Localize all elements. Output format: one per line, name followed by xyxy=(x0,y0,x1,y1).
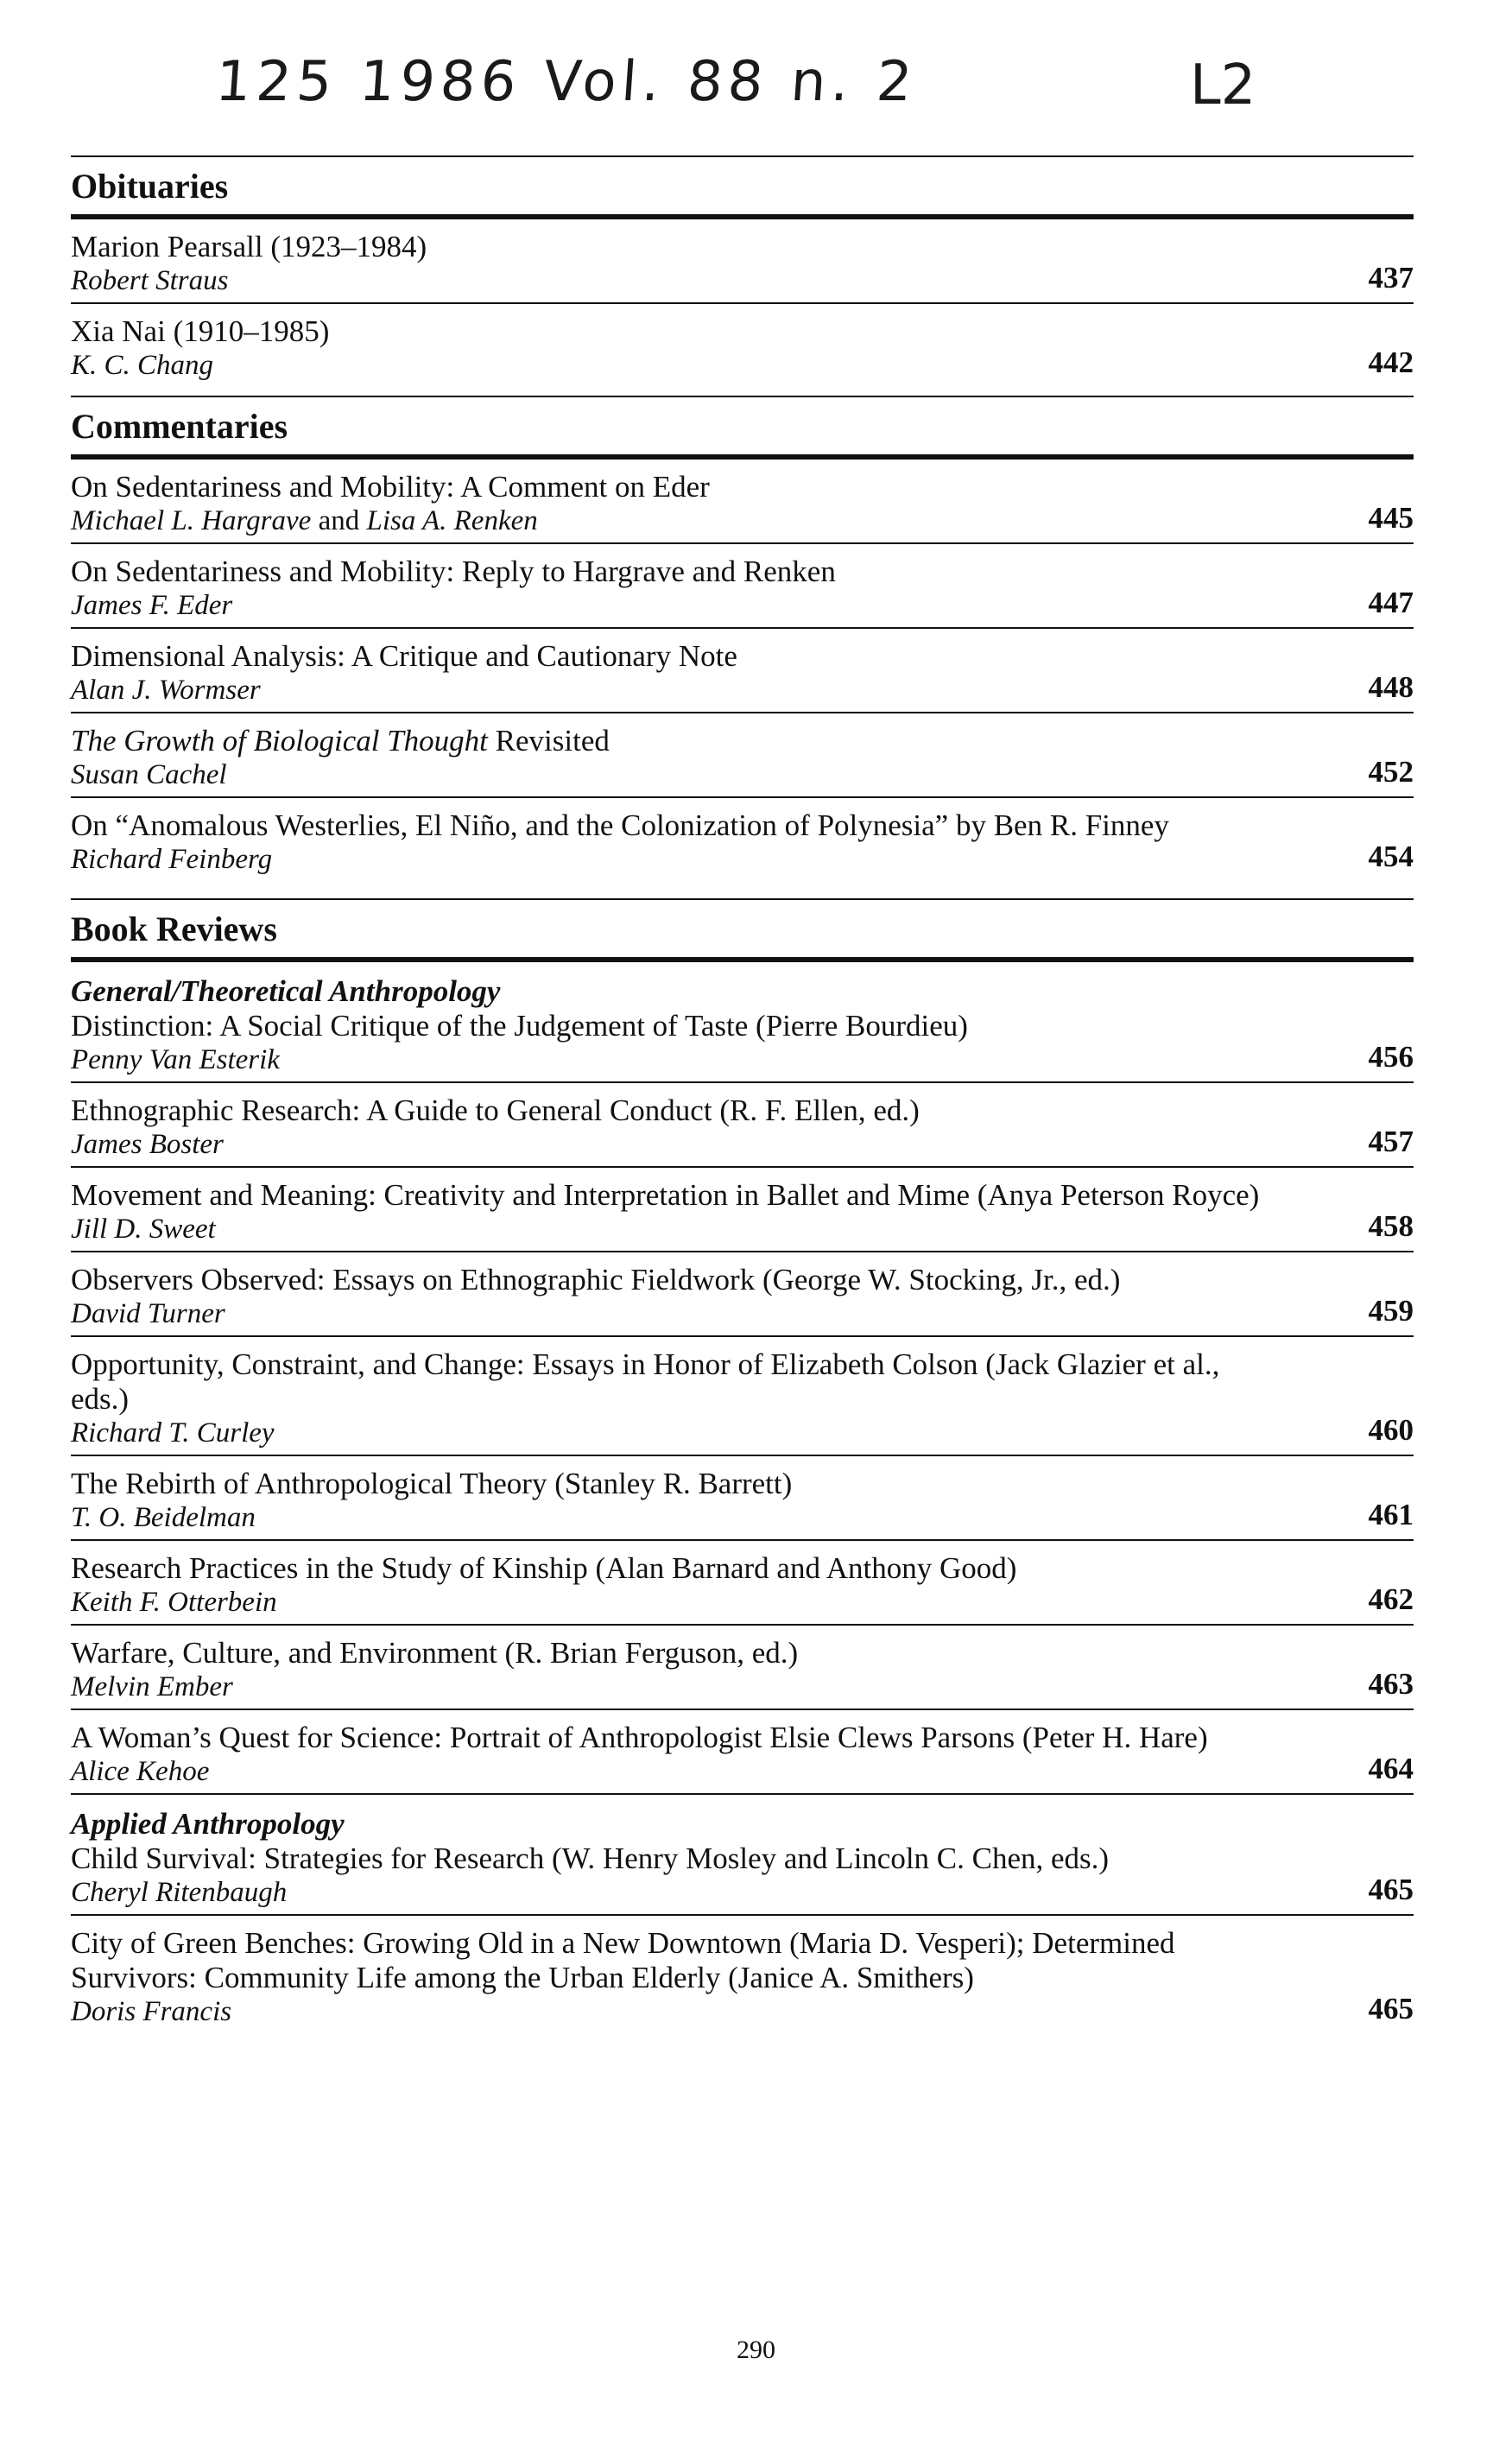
entry-author: Cheryl Ritenbaugh xyxy=(71,1877,288,1908)
entry-page-number: 457 xyxy=(1368,1125,1414,1158)
entry-page-number: 465 xyxy=(1368,1873,1414,1906)
entry-page-number: 456 xyxy=(1368,1040,1414,1074)
entry-title: On Sedentariness and Mobility: Reply to Hargrave and Renken xyxy=(71,555,836,588)
entry-page-number: 437 xyxy=(1368,261,1414,295)
entry-title: City of Green Benches: Growing Old in a New Downtown (Maria D. Vesperi); Determined Survivors: Community Life among the Urban Elderly (Janice A. Smithers) xyxy=(71,1926,1175,1994)
toc-entry[interactable] xyxy=(71,219,1414,302)
section-heading-commentaries: Commentaries xyxy=(71,407,288,446)
entry-page-number: 448 xyxy=(1368,670,1414,704)
entry-page-number: 460 xyxy=(1368,1413,1414,1447)
toc-entry[interactable] xyxy=(71,1541,1414,1624)
entry-title: Child Survival: Strategies for Research (W. Henry Mosley and Lincoln C. Chen, eds.) xyxy=(71,1842,1110,1875)
entry-author: T. O. Beidelman xyxy=(71,1502,256,1533)
toc-entry[interactable] xyxy=(71,1083,1414,1166)
entry-title: The Rebirth of Anthropological Theory (Stanley R. Barrett) xyxy=(71,1467,793,1500)
entry-author: Alice Kehoe xyxy=(71,1756,210,1787)
entry-page-number: 459 xyxy=(1368,1294,1414,1328)
entry-author: Melvin Ember xyxy=(71,1671,233,1702)
entry-page-number: 458 xyxy=(1368,1209,1414,1243)
entry-page-number: 452 xyxy=(1368,755,1414,789)
subsection-heading-applied: Applied Anthropology xyxy=(71,1807,345,1841)
entry-title: Warfare, Culture, and Environment (R. Brian Ferguson, ed.) xyxy=(71,1636,799,1670)
entry-title: On Sedentariness and Mobility: A Comment on Eder xyxy=(71,470,710,504)
title-suffix: Revisited xyxy=(487,724,610,758)
toc-entry[interactable] xyxy=(71,713,1414,796)
entry-title: Movement and Meaning: Creativity and Interpretation in Ballet and Mime (Anya Peterson Royce) xyxy=(71,1178,1260,1212)
entry-title: A Woman’s Quest for Science: Portrait of Anthropologist Elsie Clews Parsons (Peter H. Hare) xyxy=(71,1721,1208,1754)
entry-title: Xia Nai (1910–1985) xyxy=(71,314,330,348)
entry-title: Marion Pearsall (1923–1984) xyxy=(71,230,427,263)
toc-entry[interactable] xyxy=(71,1168,1414,1251)
toc-entry[interactable] xyxy=(71,1009,1414,1081)
page-number: 290 xyxy=(737,2336,775,2364)
entry-author: Robert Straus xyxy=(71,265,229,296)
toc-entry[interactable] xyxy=(71,1842,1414,1914)
author-name: Lisa A. Renken xyxy=(366,505,538,536)
book-title-italic: The Growth of Biological Thought xyxy=(71,724,488,758)
entry-author: David Turner xyxy=(71,1298,225,1329)
toc-entry[interactable] xyxy=(71,798,1414,881)
entry-title: Dimensional Analysis: A Critique and Cautionary Note xyxy=(71,639,737,673)
entry-author: Keith F. Otterbein xyxy=(71,1587,277,1618)
entry-title: Observers Observed: Essays on Ethnographic Fieldwork (George W. Stocking, Jr., ed.) xyxy=(71,1263,1121,1296)
entry-title: Opportunity, Constraint, and Change: Essays in Honor of Elizabeth Colson (Jack Glazier et al., eds.) xyxy=(71,1347,1220,1416)
handwritten-annotation-right: L2 xyxy=(1190,54,1256,117)
entry-page-number: 465 xyxy=(1368,1992,1414,2025)
entry-author: Alan J. Wormser xyxy=(71,675,261,706)
toc-entry[interactable] xyxy=(71,1916,1414,2033)
entry-page-number: 442 xyxy=(1368,345,1414,379)
entry-author: James Boster xyxy=(71,1129,224,1160)
toc-entry[interactable] xyxy=(71,460,1414,542)
entry-author: Richard Feinberg xyxy=(71,844,273,875)
section-heading-obituaries: Obituaries xyxy=(71,167,229,206)
toc-entry[interactable] xyxy=(71,1456,1414,1539)
entry-page-number: 445 xyxy=(1368,501,1414,535)
entry-author: Susan Cachel xyxy=(71,759,227,790)
entry-title: Research Practices in the Study of Kinship (Alan Barnard and Anthony Good) xyxy=(71,1551,1017,1585)
toc-entry[interactable] xyxy=(71,1252,1414,1335)
entry-page-number: 447 xyxy=(1368,586,1414,619)
table-of-contents xyxy=(71,155,1414,2033)
entry-author xyxy=(71,504,1414,537)
entry-page-number: 461 xyxy=(1368,1498,1414,1531)
author-name: Michael L. Hargrave xyxy=(71,505,312,536)
section-heading-book-reviews: Book Reviews xyxy=(71,910,277,948)
handwritten-annotation: 125 1986 Vol. 88 n. 2 xyxy=(213,50,920,114)
toc-entry[interactable] xyxy=(71,1710,1414,1793)
toc-entry[interactable] xyxy=(71,1626,1414,1708)
author-conjunction: and xyxy=(311,505,367,536)
entry-title: On “Anomalous Westerlies, El Niño, and the Colonization of Polynesia” by Ben R. Finney xyxy=(71,808,1169,842)
entry-title: Distinction: A Social Critique of the Judgement of Taste (Pierre Bourdieu) xyxy=(71,1009,968,1043)
toc-entry[interactable] xyxy=(71,304,1414,387)
entry-page-number: 454 xyxy=(1368,840,1414,873)
entry-author: Doris Francis xyxy=(71,1996,232,2027)
entry-page-number: 462 xyxy=(1368,1582,1414,1616)
entry-title: Ethnographic Research: A Guide to General Conduct (R. F. Ellen, ed.) xyxy=(71,1094,920,1127)
entry-page-number: 463 xyxy=(1368,1667,1414,1701)
entry-title xyxy=(71,724,1414,758)
entry-author: K. C. Chang xyxy=(71,350,214,381)
subsection-heading-general: General/Theoretical Anthropology xyxy=(71,974,501,1008)
entry-author: Penny Van Esterik xyxy=(71,1044,280,1075)
toc-entry[interactable] xyxy=(71,544,1414,627)
entry-author: Richard T. Curley xyxy=(71,1417,275,1449)
entry-author: James F. Eder xyxy=(71,590,233,621)
toc-entry[interactable] xyxy=(71,629,1414,712)
entry-page-number: 464 xyxy=(1368,1752,1414,1785)
toc-entry[interactable] xyxy=(71,1337,1414,1455)
entry-author: Jill D. Sweet xyxy=(71,1214,216,1245)
